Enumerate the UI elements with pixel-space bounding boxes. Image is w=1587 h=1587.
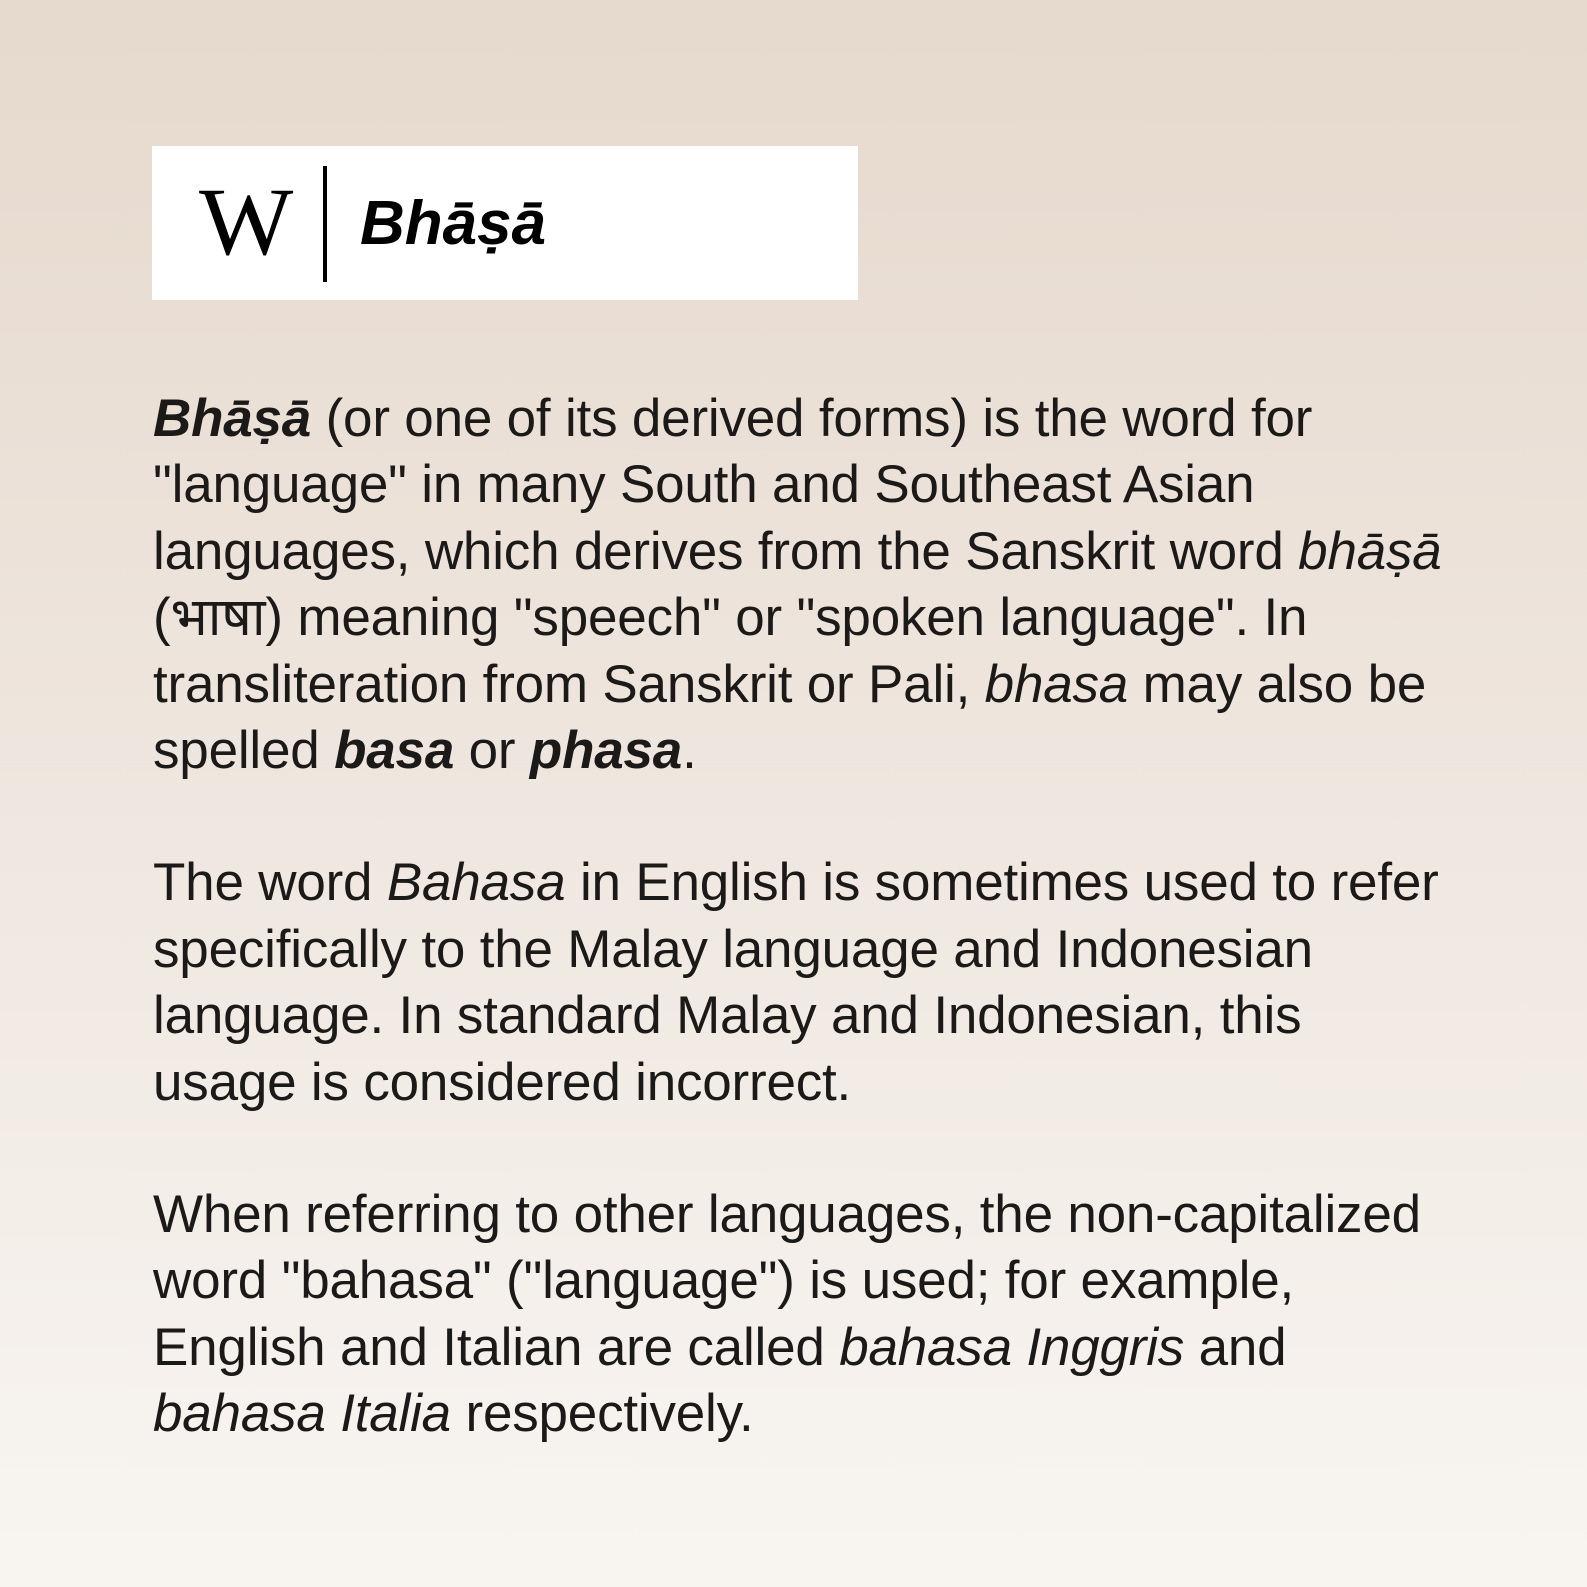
term-phasa: phasa <box>529 721 683 781</box>
wikipedia-logo-icon: W <box>198 168 287 275</box>
paragraph-text: and <box>1184 1317 1287 1377</box>
term-bhasa-bold: Bhāṣā <box>153 389 312 448</box>
term-bahasa-italia: bahasa Italia <box>153 1384 451 1444</box>
paragraph-text: in English is sometimes used to refer specifically to the Malay language and Indonesian language. In standard Malay and Indonesian, this usage is considered incorrect. <box>153 853 1439 1112</box>
paragraph-text: The word <box>153 853 387 913</box>
paragraph-bhasa-definition <box>153 386 1443 784</box>
term-bahasa-inggris: bahasa Inggris <box>839 1317 1185 1377</box>
paragraph-text: (or one of its derived forms) is the word for "language" in many South and Southeast Asian languages, which derives from the Sanskrit word <box>153 389 1313 581</box>
paragraph-text: . <box>682 721 697 781</box>
term-basa: basa <box>334 721 455 781</box>
page-title: Bhāṣā <box>360 189 547 258</box>
term-bahasa: Bahasa <box>386 853 566 913</box>
term-bhasa-sanskrit: bhāṣā <box>1298 521 1442 581</box>
paragraph-text: (भाषा) meaning "speech" or "spoken language". In transliteration from Sanskrit or Pali, <box>153 588 1308 714</box>
header-divider <box>323 166 327 282</box>
paragraph-text: may also be spelled <box>153 654 1427 781</box>
article-body <box>153 386 1443 1448</box>
paragraph-other-languages <box>153 1182 1443 1448</box>
paragraph-text: respectively. <box>450 1384 754 1444</box>
paragraph-text: When referring to other languages, the non-capitalized word "bahasa" ("language") is used; for example, English and Italian are called <box>153 1185 1421 1377</box>
paragraph-bahasa-english <box>153 850 1443 1116</box>
header-card <box>152 146 858 300</box>
term-bhasa-italic: bhasa <box>984 654 1129 714</box>
paragraph-text: or <box>454 721 530 781</box>
